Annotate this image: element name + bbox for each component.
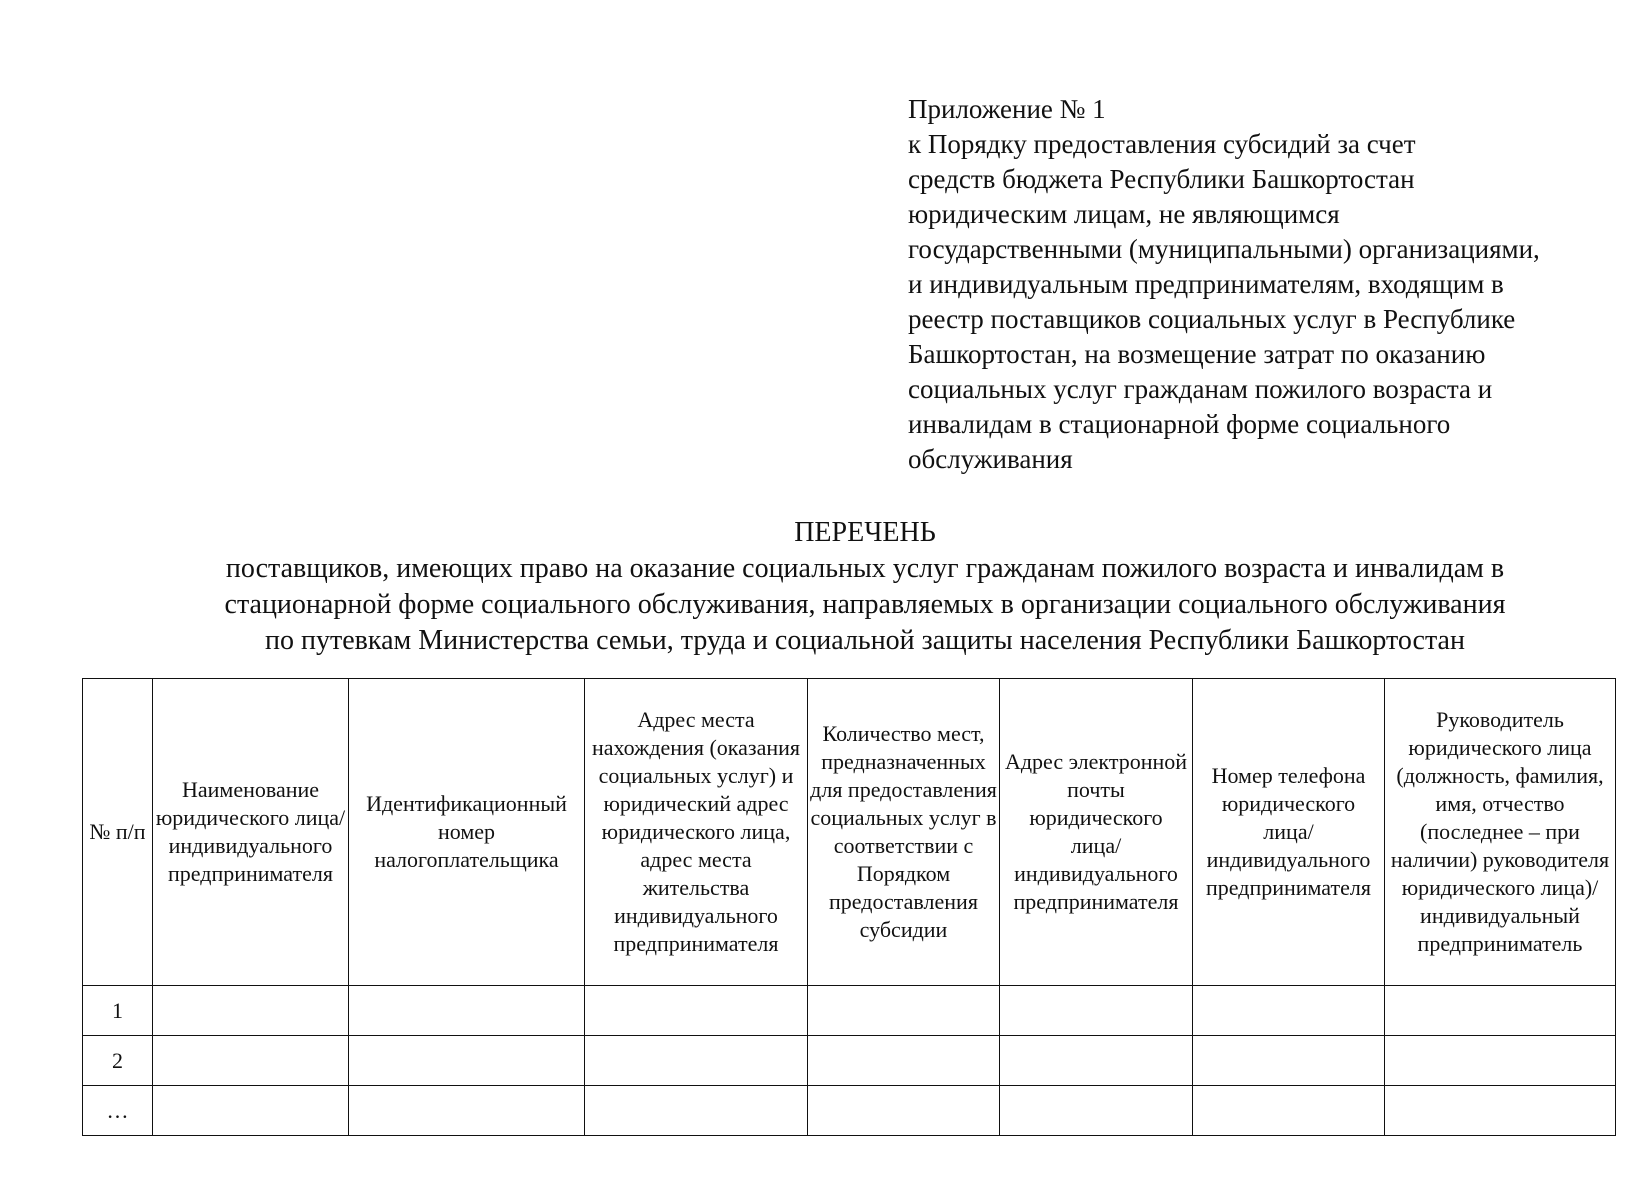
column-header-places: Количество мест, предназначенных для предоставления социальных услуг в соответствии с Порядком предоставления субсидии <box>808 679 1000 986</box>
appendix-line: средств бюджета Республики Башкортостан <box>908 164 1415 194</box>
table-cell <box>585 986 808 1036</box>
appendix-line: реестр поставщиков социальных услуг в Республике <box>908 304 1516 334</box>
table-cell: 2 <box>83 1036 153 1086</box>
table-cell <box>1193 986 1385 1036</box>
table-cell <box>585 1086 808 1136</box>
appendix-line: к Порядку предоставления субсидий за счет <box>908 129 1416 159</box>
table-cell <box>1000 1036 1193 1086</box>
table-cell <box>808 1036 1000 1086</box>
column-header-number: № п/п <box>83 679 153 986</box>
document-subtitle-line: по путевкам Министерства семьи, труда и социальной защиты населения Республики Башкортостан <box>265 625 1465 656</box>
appendix-line: и индивидуальным предпринимателям, входящим в <box>908 269 1504 299</box>
table-cell <box>153 1086 349 1136</box>
appendix-line: социальных услуг гражданам пожилого возраста и <box>908 374 1493 404</box>
table-cell <box>349 1036 585 1086</box>
appendix-line: Приложение № 1 <box>908 94 1106 124</box>
column-header-email: Адрес электронной почты юридического лица/ индивидуального предпринимателя <box>1000 679 1193 986</box>
table-cell <box>349 986 585 1036</box>
appendix-line: Башкортостан, на возмещение затрат по оказанию <box>908 339 1486 369</box>
table-cell <box>808 1086 1000 1136</box>
document-title: ПЕРЕЧЕНЬ <box>794 517 936 548</box>
document-heading <box>0 515 1643 659</box>
table-header-row <box>83 679 1616 986</box>
column-header-inn: Идентификационный номер налогоплательщика <box>349 679 585 986</box>
table-cell: … <box>83 1086 153 1136</box>
table-cell <box>1000 986 1193 1036</box>
table-cell <box>1385 1036 1616 1086</box>
table-cell <box>1385 986 1616 1036</box>
column-header-phone: Номер телефона юридического лица/ индивидуального предпринимателя <box>1193 679 1385 986</box>
column-header-address: Адрес места нахождения (оказания социальных услуг) и юридический адрес юридического лица, адрес места жительства индивидуального предпринимателя <box>585 679 808 986</box>
table-cell <box>1193 1086 1385 1136</box>
appendix-line: государственными (муниципальными) организациями, <box>908 234 1540 264</box>
document-subtitle-line: стационарной форме социального обслуживания, направляемых в организации социального обслуживания <box>224 589 1506 620</box>
table-cell <box>349 1086 585 1136</box>
table-row <box>83 1086 1616 1136</box>
table-cell: 1 <box>83 986 153 1036</box>
table-cell <box>1385 1086 1616 1136</box>
appendix-block <box>908 92 1608 477</box>
appendix-line: юридическим лицам, не являющимся <box>908 199 1340 229</box>
table-cell <box>808 986 1000 1036</box>
table-cell <box>1000 1086 1193 1136</box>
providers-table <box>82 678 1616 1136</box>
table-row <box>83 1036 1616 1086</box>
appendix-line: инвалидам в стационарной форме социального <box>908 409 1451 439</box>
table-cell <box>153 1036 349 1086</box>
table-cell <box>585 1036 808 1086</box>
column-header-head: Руководитель юридического лица (должность, фамилия, имя, отчество (последнее – при наличии) руководителя юридического лица)/ индивидуальный предприниматель <box>1385 679 1616 986</box>
table-cell <box>1193 1036 1385 1086</box>
appendix-line: обслуживания <box>908 444 1073 474</box>
document-subtitle-line: поставщиков, имеющих право на оказание социальных услуг гражданам пожилого возраста и инвалидам в <box>225 553 1505 584</box>
table-cell <box>153 986 349 1036</box>
column-header-name: Наименование юридического лица/ индивидуального предпринимателя <box>153 679 349 986</box>
table-row <box>83 986 1616 1036</box>
